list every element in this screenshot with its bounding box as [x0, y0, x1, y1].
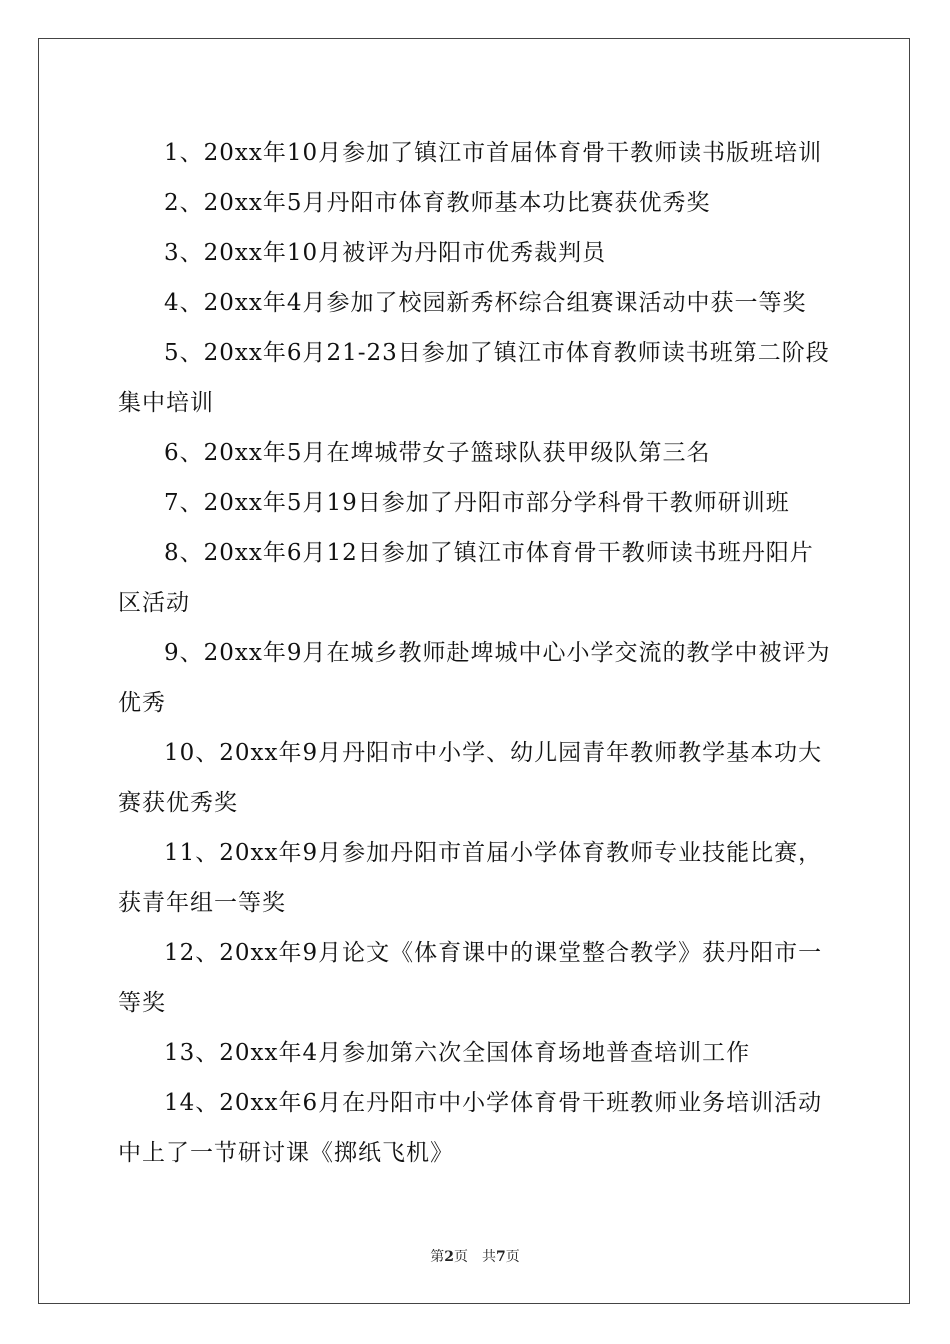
- list-item: 5、20xx年6月21-23日参加了镇江市体育教师读书班第二阶段集中培训: [118, 340, 830, 416]
- list-item: 8、20xx年6月12日参加了镇江市体育骨干教师读书班丹阳片区活动: [118, 540, 814, 616]
- list-item: 14、20xx年6月在丹阳市中小学体育骨干班教师业务培训活动中上了一节研讨课《掷纸飞机》: [118, 1090, 823, 1166]
- page-number-prefix: 第: [430, 1249, 445, 1265]
- list-item: 12、20xx年9月论文《体育课中的课堂整合教学》获丹阳市一等奖: [118, 940, 823, 1016]
- list-item: 2、20xx年5月丹阳市体育教师基本功比赛获优秀奖: [164, 190, 711, 216]
- page-footer: [0, 1246, 950, 1266]
- page-number-current: 2: [444, 1249, 454, 1265]
- page-total-prefix: 共: [482, 1249, 496, 1265]
- list-item: 1、20xx年10月参加了镇江市首届体育骨干教师读书版班培训: [164, 140, 823, 166]
- list-item: 13、20xx年4月参加第六次全国体育场地普查培训工作: [164, 1040, 751, 1066]
- list-item: 4、20xx年4月参加了校园新秀杯综合组赛课活动中获一等奖: [164, 290, 807, 316]
- list-item: 3、20xx年10月被评为丹阳市优秀裁判员: [164, 240, 607, 266]
- list-item: 9、20xx年9月在城乡教师赴埤城中心小学交流的教学中被评为优秀: [118, 640, 831, 716]
- page-total-suffix: 页: [505, 1249, 520, 1265]
- page-number-suffix: 页: [454, 1249, 468, 1265]
- list-item: 7、20xx年5月19日参加了丹阳市部分学科骨干教师研训班: [164, 490, 790, 516]
- list-item: 6、20xx年5月在埤城带女子篮球队获甲级队第三名: [164, 440, 711, 466]
- list-item: 10、20xx年9月丹阳市中小学、幼儿园青年教师教学基本功大赛获优秀奖: [118, 740, 823, 816]
- list-item: 11、20xx年9月参加丹阳市首届小学体育教师专业技能比赛，获青年组一等奖: [118, 840, 823, 916]
- document-body: [118, 128, 834, 1178]
- page-total-count: 7: [496, 1249, 506, 1265]
